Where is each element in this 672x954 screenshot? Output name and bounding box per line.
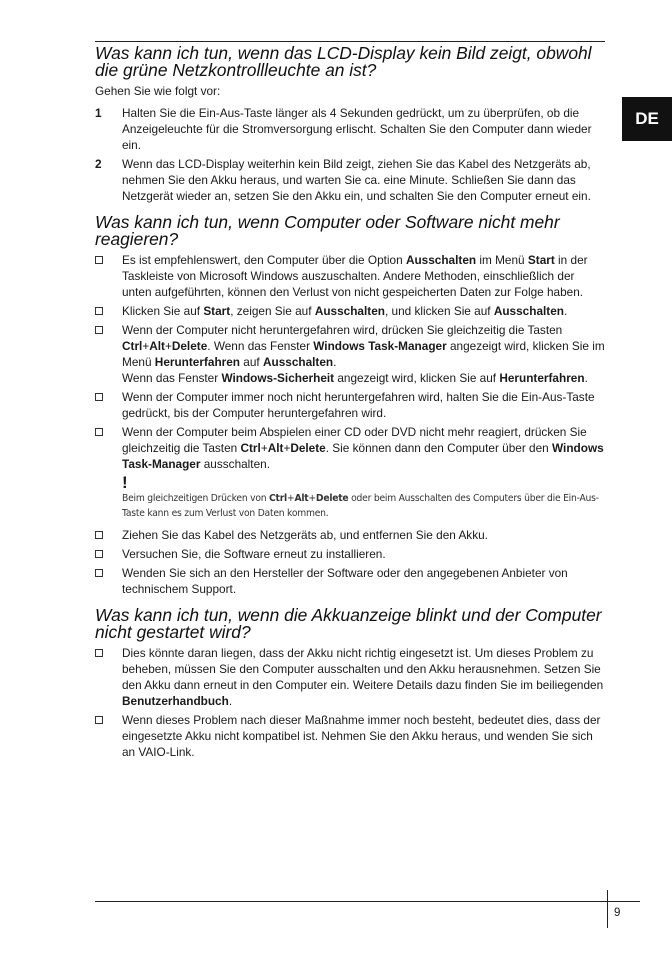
language-label: DE bbox=[635, 109, 659, 128]
section-heading-battery: Was kann ich tun, wenn die Akkuanzeige blinkt und der Computer nicht gestartet wird? bbox=[95, 605, 602, 642]
step-text: Wenn das LCD-Display weiterhin kein Bild zeigt, ziehen Sie das Kabel des Netzgeräts ab, nehmen Sie den Akku heraus, und warten Sie ca. eine Minute. Schließen Sie dann das Netzgerät wieder an, setzen Sie den Akku ein, und schalten Sie den Computer erneut ein. bbox=[122, 157, 591, 203]
step-1 bbox=[95, 105, 605, 153]
page-number-divider bbox=[607, 890, 608, 928]
checkbox-bullet-icon bbox=[95, 428, 103, 436]
checkbox-bullet-icon bbox=[95, 326, 103, 334]
page-number: 9 bbox=[614, 907, 621, 919]
section-heading-not-responding: Was kann ich tun, wenn Computer oder Software nicht mehr reagieren? bbox=[95, 212, 560, 249]
checkbox-bullet-icon bbox=[95, 550, 103, 558]
list-item: Wenn der Computer immer noch nicht heruntergefahren wird, halten Sie die Ein-Aus-Taste gedrückt, bis der Computer heruntergefahren wird. bbox=[95, 389, 605, 421]
checkbox-bullet-icon bbox=[95, 569, 103, 577]
list-item: Versuchen Sie, die Software erneut zu installieren. bbox=[95, 546, 605, 562]
note-text: Beim gleichzeitigen Drücken von Ctrl+Alt+Delete oder beim Ausschalten des Computers über die Ein-Aus-Taste kann es zum Verlust von Daten kommen. bbox=[122, 493, 599, 519]
list-item: Wenn der Computer nicht heruntergefahren wird, drücken Sie gleichzeitig die Tasten Ctrl+Alt+Delete. Wenn das Fenster Windows Task-Manager angezeigt wird, klicken Sie im Menü Herunterfahren auf Ausschalten. Wenn das Fenster Windows-Sicherheit angezeigt wird, klicken Sie auf Herunterfahren. bbox=[95, 322, 605, 386]
list-item: Ziehen Sie das Kabel des Netzgeräts ab, und entfernen Sie den Akku. bbox=[95, 527, 605, 543]
step-number: 1 bbox=[95, 106, 102, 120]
list-item: Klicken Sie auf Start, zeigen Sie auf Ausschalten, und klicken Sie auf Ausschalten. bbox=[95, 303, 605, 319]
exclamation-icon: ! bbox=[122, 473, 128, 492]
checkbox-bullet-icon bbox=[95, 393, 103, 401]
top-rule bbox=[95, 41, 605, 42]
section-heading-lcd: Was kann ich tun, wenn das LCD-Display kein Bild zeigt, obwohl die grüne Netzkontrollleuchte an ist? bbox=[95, 43, 592, 80]
checkbox-bullet-icon bbox=[95, 716, 103, 724]
list-item: Wenn der Computer beim Abspielen einer CD oder DVD nicht mehr reagiert, drücken Sie gleichzeitig die Tasten Ctrl+Alt+Delete. Sie können dann den Computer über den Windows Task-Manager ausschalten. bbox=[95, 424, 605, 472]
language-tab bbox=[622, 97, 672, 141]
step-text: Halten Sie die Ein-Aus-Taste länger als 4 Sekunden gedrückt, um zu überprüfen, ob die Anzeigeleuchte für die Stromversorgung erlischt. Schalten Sie den Computer dann wieder ein. bbox=[122, 106, 592, 152]
step-2 bbox=[95, 156, 605, 204]
list-item: Dies könnte daran liegen, dass der Akku nicht richtig eingesetzt ist. Um dieses Problem zu beheben, müssen Sie den Computer ausschalten und den Akku herausnehmen. Setzen Sie den Akku dann erneut in den Computer ein. Weitere Details dazu finden Sie im beiliegenden Benutzerhandbuch. bbox=[95, 645, 605, 709]
list-item: Es ist empfehlenswert, den Computer über die Option Ausschalten im Menü Start in der Taskleiste von Microsoft Windows auszuschalten. Andere Methoden, einschließlich der unten aufgeführten, können den Verlust von nicht gespeicherten Daten zur Folge haben. bbox=[95, 252, 605, 300]
warning-note bbox=[95, 475, 605, 521]
checkbox-list bbox=[95, 645, 605, 760]
checkbox-bullet-icon bbox=[95, 307, 103, 315]
list-item: Wenden Sie sich an den Hersteller der Software oder den angegebenen Anbieter von technischem Support. bbox=[95, 565, 605, 597]
numbered-steps bbox=[95, 105, 605, 204]
section-intro: Gehen Sie wie folgt vor: bbox=[95, 84, 221, 98]
footer-rule bbox=[95, 901, 640, 902]
list-item: Wenn dieses Problem nach dieser Maßnahme immer noch besteht, bedeutet dies, dass der eingesetzte Akku nicht kompatibel ist. Nehmen Sie den Akku heraus, und wenden Sie sich an VAIO-Link. bbox=[95, 712, 605, 760]
checkbox-bullet-icon bbox=[95, 531, 103, 539]
step-number: 2 bbox=[95, 157, 102, 171]
checkbox-bullet-icon bbox=[95, 649, 103, 657]
page-content bbox=[95, 45, 605, 763]
checkbox-bullet-icon bbox=[95, 256, 103, 264]
checkbox-list bbox=[95, 527, 605, 597]
checkbox-list bbox=[95, 252, 605, 472]
section-battery-blinking bbox=[95, 607, 605, 760]
section-not-responding bbox=[95, 214, 605, 597]
